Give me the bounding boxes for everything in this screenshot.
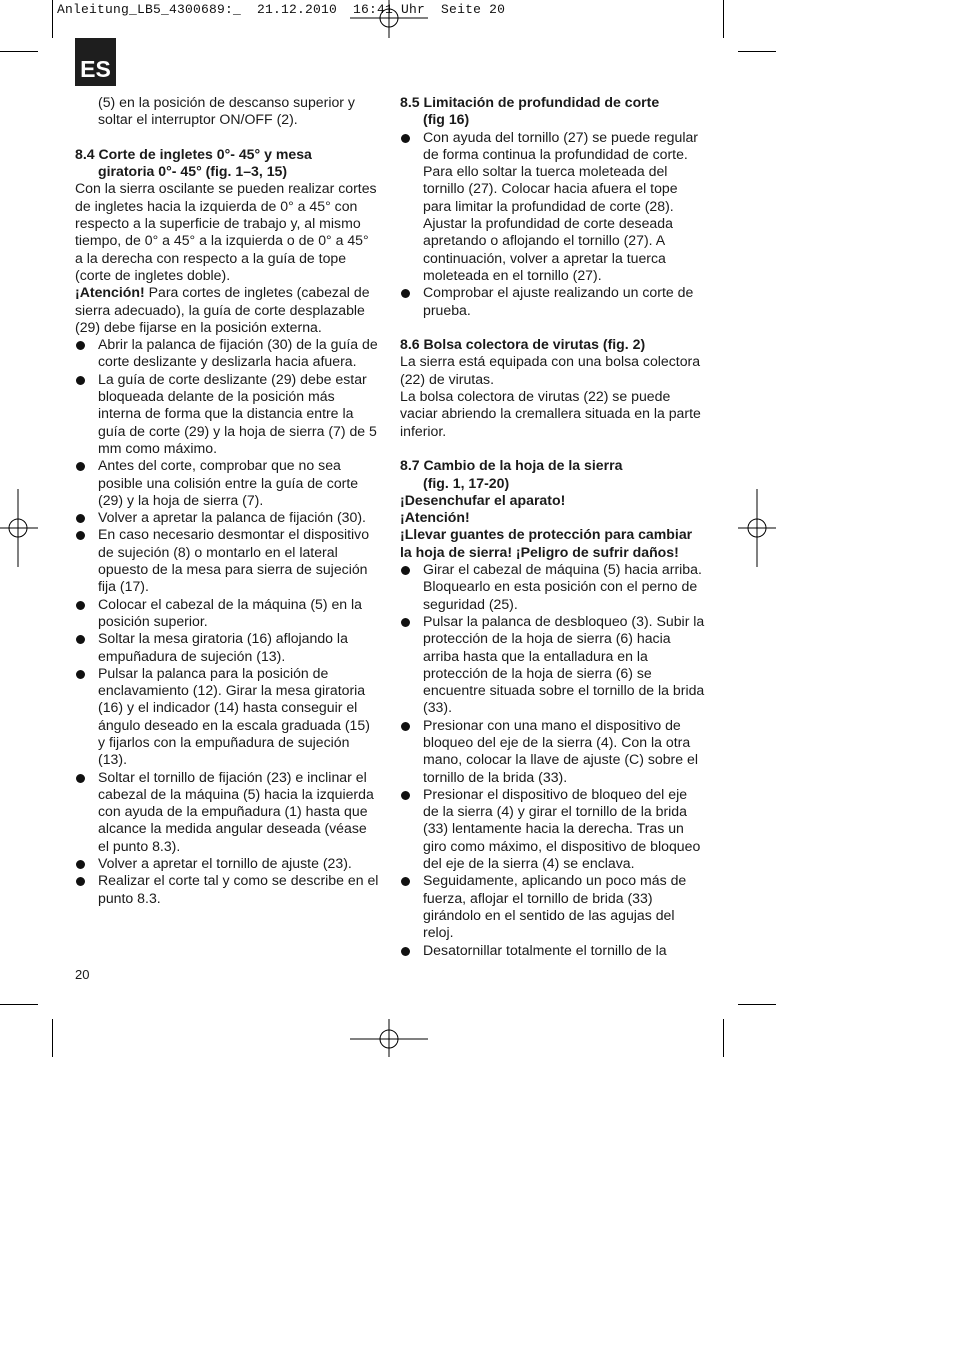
section-heading-8-6: 8.6 Bolsa colectora de virutas (fig. 2) (400, 336, 646, 353)
heading-line: 8.4 Corte de ingletes 0°- 45° y mesa (75, 145, 312, 162)
list-item-text: Antes del corte, comprobar que no sea posible una colisión entre la guía de corte (29) y la hoja de sierra (7). (98, 457, 359, 508)
list-item-text: Volver a apretar la palanca de fijación (30). (98, 509, 366, 526)
paragraph: La bolsa colectora de virutas (22) se puede vaciar abriendo la cremallera situada en la parte inferior. (400, 388, 701, 439)
list-item (400, 613, 705, 717)
list-item (75, 336, 380, 371)
warning-unplug: ¡Desenchufar el aparato! (400, 491, 566, 508)
list-item-text: Presionar con una mano el dispositivo de bloqueo del eje de la sierra (4). Con la otra mano, colocar la llave de ajuste (C) sobre el tornillo de la brida (33). (423, 716, 698, 785)
list-item (75, 630, 380, 665)
list-item (75, 526, 380, 595)
bullet-icon (76, 860, 85, 869)
list-item (400, 129, 705, 285)
registration-mark-icon (350, 1019, 428, 1059)
list-item-text: Seguidamente, aplicando un poco más de fuerza, aflojar el tornillo de brida (33) girándolo en el sentido de las agujas del reloj. (423, 872, 687, 941)
list-item (75, 457, 380, 509)
list-item (400, 786, 705, 872)
list-item (400, 872, 705, 941)
list-item (75, 509, 380, 526)
list-item (75, 665, 380, 769)
paragraph: Con la sierra oscilante se pueden realizar cortes de ingletes hacia la izquierda de 0° a 45° con respecto a la superficie de trabajo y, al mismo tiempo, de 0° a 45° a la izquierda o de 0° a 45° a la derecha con respecto a la guía de tope (corte de ingletes doble). (75, 180, 377, 283)
bullet-icon (401, 877, 410, 886)
bullet-icon (401, 566, 410, 575)
page-number: 20 (75, 967, 90, 982)
list-item-text: Desatornillar totalmente el tornillo de la (423, 941, 667, 958)
list-item-text: Girar el cabezal de máquina (5) hacia arriba. Bloquearlo en esta posición con el perno de seguridad (25). (423, 561, 702, 612)
heading-line: giratoria 0°- 45° (fig. 1–3, 15) (98, 163, 288, 180)
warning-gloves: ¡Llevar guantes de protección para cambiar la hoja de sierra! ¡Peligro de sufrir daños! (400, 526, 693, 560)
right-column (400, 94, 705, 959)
heading-line: (fig 16) (423, 111, 470, 128)
left-column (75, 94, 380, 907)
bullet-icon (76, 635, 85, 644)
list-item (75, 872, 380, 907)
bullet-icon (76, 462, 85, 471)
list-item-text: Realizar el corte tal y como se describe en el punto 8.3. (98, 872, 379, 906)
registration-mark-icon (0, 489, 40, 569)
heading-line: 8.7 Cambio de la hoja de la sierra (400, 457, 623, 474)
list-item (75, 371, 380, 457)
bullet-list (400, 129, 705, 319)
list-item-text: Abrir la palanca de fijación (30) de la guía de corte deslizante y deslizarla hacia afuera. (98, 336, 378, 370)
bullet-icon (76, 531, 85, 540)
crop-mark (723, 0, 724, 38)
list-item-text: La guía de corte deslizante (29) debe estar bloqueada delante de la posición más interna de forma que la distancia entre la guía de corte (29) y la hoja de sierra (7) de 5 mm como máximo. (98, 370, 377, 456)
list-item-text: Volver a apretar el tornillo de ajuste (23). (98, 855, 352, 872)
list-item-text: En caso necesario desmontar el dispositivo de sujeción (8) o montarlo en el lateral opuesto de la mesa para sierra de sujeción fija (17). (98, 526, 370, 595)
bullet-icon (401, 134, 410, 143)
bullet-icon (401, 618, 410, 627)
list-item (400, 942, 705, 959)
heading-line: (fig. 1, 17-20) (423, 474, 510, 491)
list-item (400, 561, 705, 613)
attention-paragraph (75, 284, 380, 336)
crop-mark (738, 1004, 776, 1005)
bullet-icon (76, 670, 85, 679)
warning-attention: ¡Atención! (400, 509, 470, 526)
section-heading-8-4 (75, 146, 380, 181)
paragraph: La sierra está equipada con una bolsa colectora (22) de virutas. (400, 353, 701, 387)
print-header: Anleitung_LB5_4300689:_ 21.12.2010 16:41 Uhr Seite 20 (57, 2, 506, 17)
bullet-icon (401, 722, 410, 731)
list-item-text: Soltar el tornillo de fijación (23) e inclinar el cabezal de la máquina (5) hacia la izquierda con ayuda de la empuñadura (1) hasta que alcance la medida angular deseada (véase el punto 8.3). (98, 768, 374, 854)
crop-mark (0, 51, 38, 52)
list-item-text: Soltar la mesa giratoria (16) aflojando la empuñadura de sujeción (13). (98, 630, 348, 664)
registration-mark-icon (350, 0, 428, 40)
list-item (75, 855, 380, 872)
registration-mark-icon (738, 489, 778, 569)
bullet-icon (76, 514, 85, 523)
bullet-icon (401, 947, 410, 956)
bullet-icon (76, 341, 85, 350)
heading-line: 8.5 Limitación de profundidad de corte (400, 94, 660, 110)
bullet-list (400, 561, 705, 959)
intro-paragraph: (5) en la posición de descanso superior y soltar el interruptor ON/OFF (2). (98, 94, 355, 128)
bullet-icon (401, 791, 410, 800)
bullet-icon (76, 877, 85, 886)
list-item (400, 284, 705, 319)
list-item-text: Colocar el cabezal de la máquina (5) en la posición superior. (98, 595, 363, 629)
list-item-text: Con ayuda del tornillo (27) se puede regular de forma continua la profundidad de corte. Para ello soltar la tuerca moleteada del tornillo (27). Colocar hacia afuera el tope para limitar la profundidad de corte (28). Ajustar la profundidad de corte deseada apretando o aflojando el tornillo (27). A continuación, volver a apretar la tuerca moleteada en el tornillo (27). (423, 128, 699, 283)
crop-mark (738, 51, 776, 52)
list-item-text: Pulsar la palanca para la posición de enclavamiento (12). Girar la mesa giratoria (16) y el indicador (14) hasta conseguir el ángulo deseado en la escala graduada (15) y fijarlos con la empuñadura de sujeción (13). (98, 664, 370, 768)
list-item-text: Comprobar el ajuste realizando un corte de prueba. (423, 284, 694, 318)
list-item-text: Presionar el dispositivo de bloqueo del eje de la sierra (4) y girar el tornillo de la brida (33) lentamente hacia la derecha. Tras un giro como máximo, el dispositivo de bloqueo del eje de la sierra (4) se enclava. (423, 785, 701, 872)
bullet-icon (76, 601, 85, 610)
attention-label: ¡Atención! (75, 284, 145, 301)
bullet-list (75, 336, 380, 907)
bullet-icon (401, 289, 410, 298)
section-heading-8-7 (400, 457, 705, 492)
attention-text: Para cortes de ingletes (cabezal de sierra adecuado), la guía de corte desplazable (29) debe fijarse en la posición externa. (75, 284, 370, 335)
list-item-text: Pulsar la palanca de desbloqueo (3). Subir la protección de la hoja de sierra (6) hacia arriba hasta que la entalladura en la protección de la hoja de sierra (6) se encuentre situada sobre el tornillo de la brida (33). (423, 612, 705, 716)
crop-mark (52, 1019, 53, 1057)
bullet-icon (76, 774, 85, 783)
list-item (75, 596, 380, 631)
bullet-icon (76, 376, 85, 385)
crop-mark (723, 1019, 724, 1057)
list-item (400, 717, 705, 786)
language-badge: ES (75, 38, 116, 86)
crop-mark (0, 1004, 38, 1005)
list-item (75, 769, 380, 855)
crop-mark (52, 0, 53, 38)
section-heading-8-5 (400, 94, 705, 129)
